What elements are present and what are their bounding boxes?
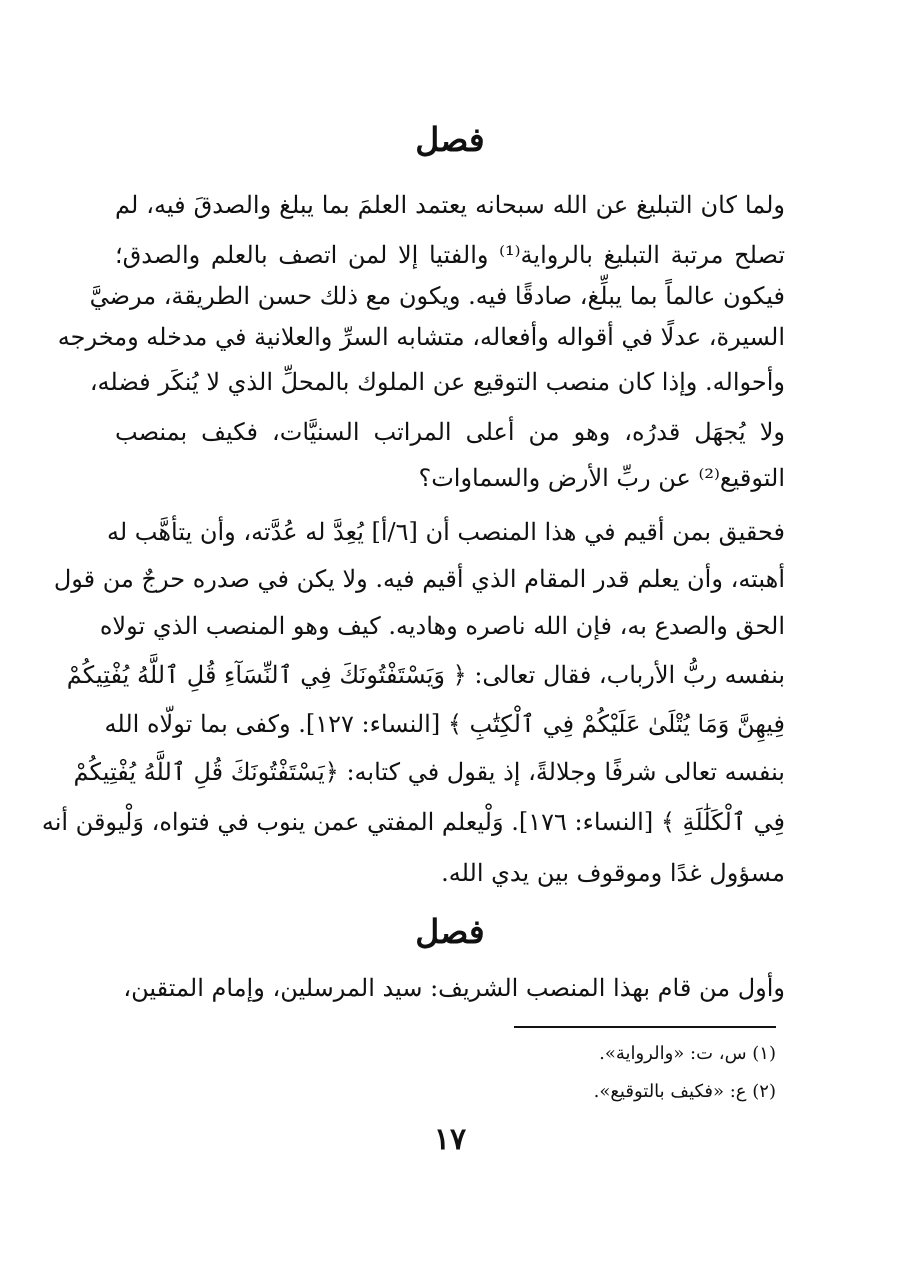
text-line: فحقيق بمن أقيم في هذا المنصب أن [٦/أ] يُعِدَّ له عُدَّته، وأن يتأهَّب له xyxy=(106,518,785,546)
text-line: وأحواله. وإذا كان منصب التوقيع عن الملوك بالمحلِّ الذي لا يُنكَر فضله، xyxy=(89,368,785,396)
section-heading-2: فصل xyxy=(415,912,485,951)
text-line: بنفسه ربُّ الأرباب، فقال تعالى: ﴿ وَيَسْتَفْتُونَكَ فِي ٱلنِّسَآءِ قُلِ ٱللَّهُ يُفْتِيكُمْ xyxy=(66,661,785,689)
text-line: التوقيع⁽²⁾ عن ربِّ الأرض والسماوات؟ xyxy=(418,464,785,492)
text-line: الحق والصدع به، فإن الله ناصره وهاديه. كيف وهو المنصب الذي تولاه xyxy=(99,612,785,640)
footnote-1: (١) س، ت: «والرواية». xyxy=(599,1043,776,1064)
text-line: وأول من قام بهذا المنصب الشريف: سيد المرسلين، وإمام المتقين، xyxy=(123,974,785,1002)
text-line: مسؤول غدًا وموقوف بين يدي الله. xyxy=(441,859,785,887)
page-number: ١٧ xyxy=(433,1122,467,1157)
text-line: فِي ٱلْكَلَٰلَةِ ﴾ [النساء: ١٧٦]. وَلْيعلم المفتي عمن ينوب في فتواه، وَلْيوقن أنه xyxy=(41,808,785,836)
text-line: ولا يُجهَل قدرُه، وهو من أعلى المراتب السنيَّات، فكيف بمنصب xyxy=(115,418,786,446)
text-line: السيرة، عدلًا في أقواله وأفعاله، متشابه السرِّ والعلانية في مدخله ومخرجه xyxy=(57,323,785,351)
text-line: أهبته، وأن يعلم قدر المقام الذي أقيم فيه. ولا يكن في صدره حرجٌ من قول xyxy=(53,565,785,593)
section-heading-1: فصل xyxy=(415,120,485,159)
footnote-2: (٢) ع: «فكيف بالتوقيع». xyxy=(593,1081,776,1102)
text-line: ولما كان التبليغ عن الله سبحانه يعتمد العلمَ بما يبلغ والصدقَ فيه، لم xyxy=(115,191,785,219)
text-line: بنفسه تعالى شرفًا وجلالةً، إذ يقول في كتابه: ﴿يَسْتَفْتُونَكَ قُلِ ٱللَّهُ يُفْتِيكُمْ xyxy=(73,758,785,786)
text-line: فيكون عالماً بما يبلِّغ، صادقًا فيه. ويكون مع ذلك حسن الطريقة، مرضيَّ xyxy=(89,282,785,310)
text-line: فِيهِنَّ وَمَا يُتْلَىٰ عَلَيْكُمْ فِي ٱلْكِتَٰبِ ﴾ [النساء: ١٢٧]. وكفى بما تولّاه الله xyxy=(104,710,785,738)
text-line: تصلح مرتبة التبليغ بالرواية⁽¹⁾ والفتيا إلا لمن اتصف بالعلم والصدق؛ xyxy=(115,241,786,269)
footnote-separator xyxy=(514,1026,776,1028)
